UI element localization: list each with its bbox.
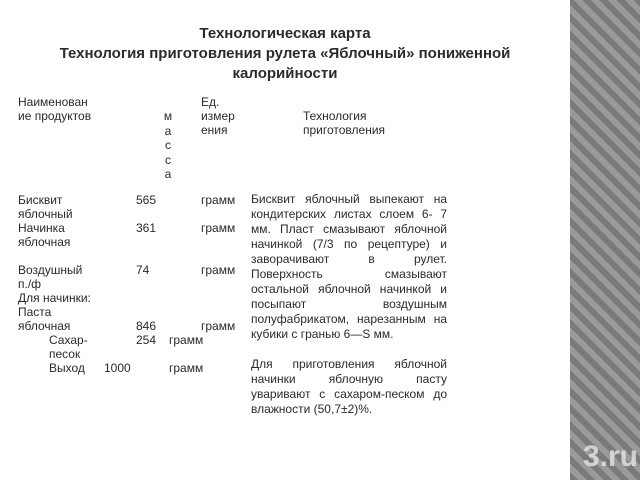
- header-unit-1: Ед.: [201, 95, 220, 109]
- row-airy-name-2: п./ф: [18, 277, 42, 291]
- row-sugar-name-2: песок: [49, 347, 81, 361]
- title-line-3: калорийности: [232, 65, 338, 82]
- row-paste-mass: 846: [136, 319, 157, 333]
- header-tech-1: Технология: [303, 109, 367, 123]
- row-filling-name-2: яблочная: [18, 235, 71, 249]
- header-unit-2: измер: [201, 109, 235, 123]
- row-paste-name-1: Паста: [18, 305, 52, 319]
- row-output-unit: грамм: [169, 361, 204, 375]
- row-airy-mass: 74: [136, 263, 150, 277]
- row-airy-unit: грамм: [201, 263, 236, 277]
- header-mass-letter: м: [163, 109, 173, 123]
- row-biscuit-name-2: яблочный: [18, 207, 73, 221]
- decorative-side-strip: [570, 0, 640, 480]
- row-sugar-unit: грамм: [169, 333, 204, 347]
- header-mass-letter: а: [164, 123, 172, 138]
- row-filling-mass: 361: [136, 221, 157, 235]
- row-filling-name-1: Начинка: [18, 221, 65, 235]
- technology-text: [251, 192, 447, 417]
- row-biscuit-unit: грамм: [201, 193, 236, 207]
- watermark: 3.ru: [582, 440, 638, 473]
- title-line-2: Технология приготовления рулета «Яблочный» пониженной: [59, 45, 511, 62]
- row-for-filling: Для начинки:: [18, 291, 91, 305]
- header-mass-letter: с: [165, 152, 171, 167]
- row-output-label: Выход: [49, 361, 85, 375]
- row-filling-unit: грамм: [201, 221, 236, 235]
- header-name-2: ие продуктов: [18, 109, 92, 123]
- header-unit-3: ения: [201, 123, 228, 137]
- row-sugar-name-1: Сахар-: [49, 333, 88, 347]
- row-sugar-mass: 254: [136, 333, 157, 347]
- header-name-1: Наименован: [18, 95, 88, 109]
- technology-paragraph-1: Бисквит яблочный выпекают на кондитерских листах слоем 6- 7 мм. Пласт смазывают яблочной начинкой (7/3 по рецептуре) и заворачивают в рулет. Поверхность смазывают остальной яблочной начинкой и посыпают воздушным полуфабрикатом, нарезанным на кубики с гранью 6—S мм.: [251, 192, 447, 341]
- row-biscuit-mass: 565: [136, 193, 157, 207]
- row-biscuit-name-1: Бисквит: [18, 193, 63, 207]
- technology-paragraph-2: Для приготовления яблочной начинки яблочную пасту уваривают с сахаром-песком до влажности (50,7±2)%.: [251, 357, 447, 416]
- row-airy-name-1: Воздушный: [18, 263, 83, 277]
- title-line-1: Технологическая карта: [199, 25, 371, 42]
- row-paste-unit: грамм: [201, 319, 236, 333]
- row-output-mass: 1000: [104, 361, 131, 375]
- row-paste-name-2: яблочная: [18, 319, 71, 333]
- header-mass-letter: а: [164, 167, 172, 181]
- header-mass-letter: с: [165, 138, 171, 152]
- header-tech-2: приготовления: [303, 123, 386, 137]
